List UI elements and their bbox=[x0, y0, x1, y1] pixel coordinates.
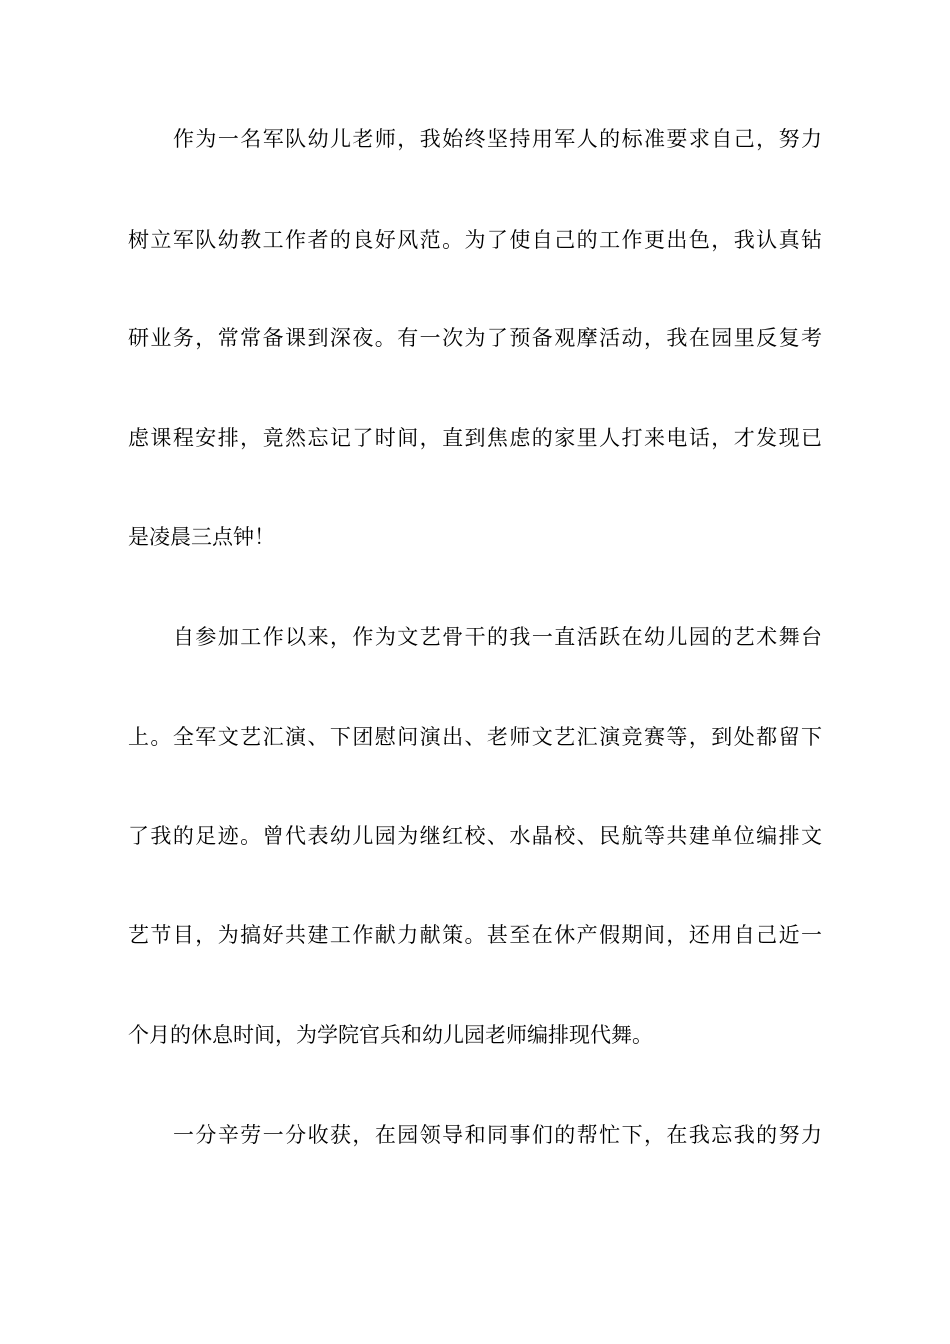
paragraph-line: 个月的休息时间，为学院官兵和幼儿园老师编排现代舞。 bbox=[128, 1023, 653, 1047]
paragraph-line: 自参加工作以来，作为文艺骨干的我一直活跃在幼儿园的艺术舞台 bbox=[173, 625, 822, 649]
paragraph-line: 树立军队幼教工作者的良好风范。为了使自己的工作更出色，我认真钻 bbox=[128, 228, 822, 252]
paragraph-line: 是凌晨三点钟！ bbox=[128, 525, 275, 549]
paragraph-line: 了我的足迹。曾代表幼儿园为继红校、水晶校、民航等共建单位编排文 bbox=[128, 824, 822, 848]
paragraph-line: 一分辛劳一分收获，在园领导和同事们的帮忙下，在我忘我的努力 bbox=[173, 1123, 822, 1147]
paragraph-line: 作为一名军队幼儿老师，我始终坚持用军人的标准要求自己，努力 bbox=[173, 127, 822, 151]
paragraph-line: 研业务，常常备课到深夜。有一次为了预备观摩活动，我在园里反复考 bbox=[128, 326, 822, 350]
paragraph-line: 艺节目，为搞好共建工作献力献策。甚至在休产假期间，还用自己近一 bbox=[128, 923, 822, 947]
paragraph-line: 虑课程安排，竟然忘记了时间，直到焦虑的家里人打来电话，才发现已 bbox=[128, 426, 822, 450]
paragraph-line: 上。全军文艺汇演、下团慰问演出、老师文艺汇演竞赛等，到处都留下 bbox=[128, 725, 822, 749]
